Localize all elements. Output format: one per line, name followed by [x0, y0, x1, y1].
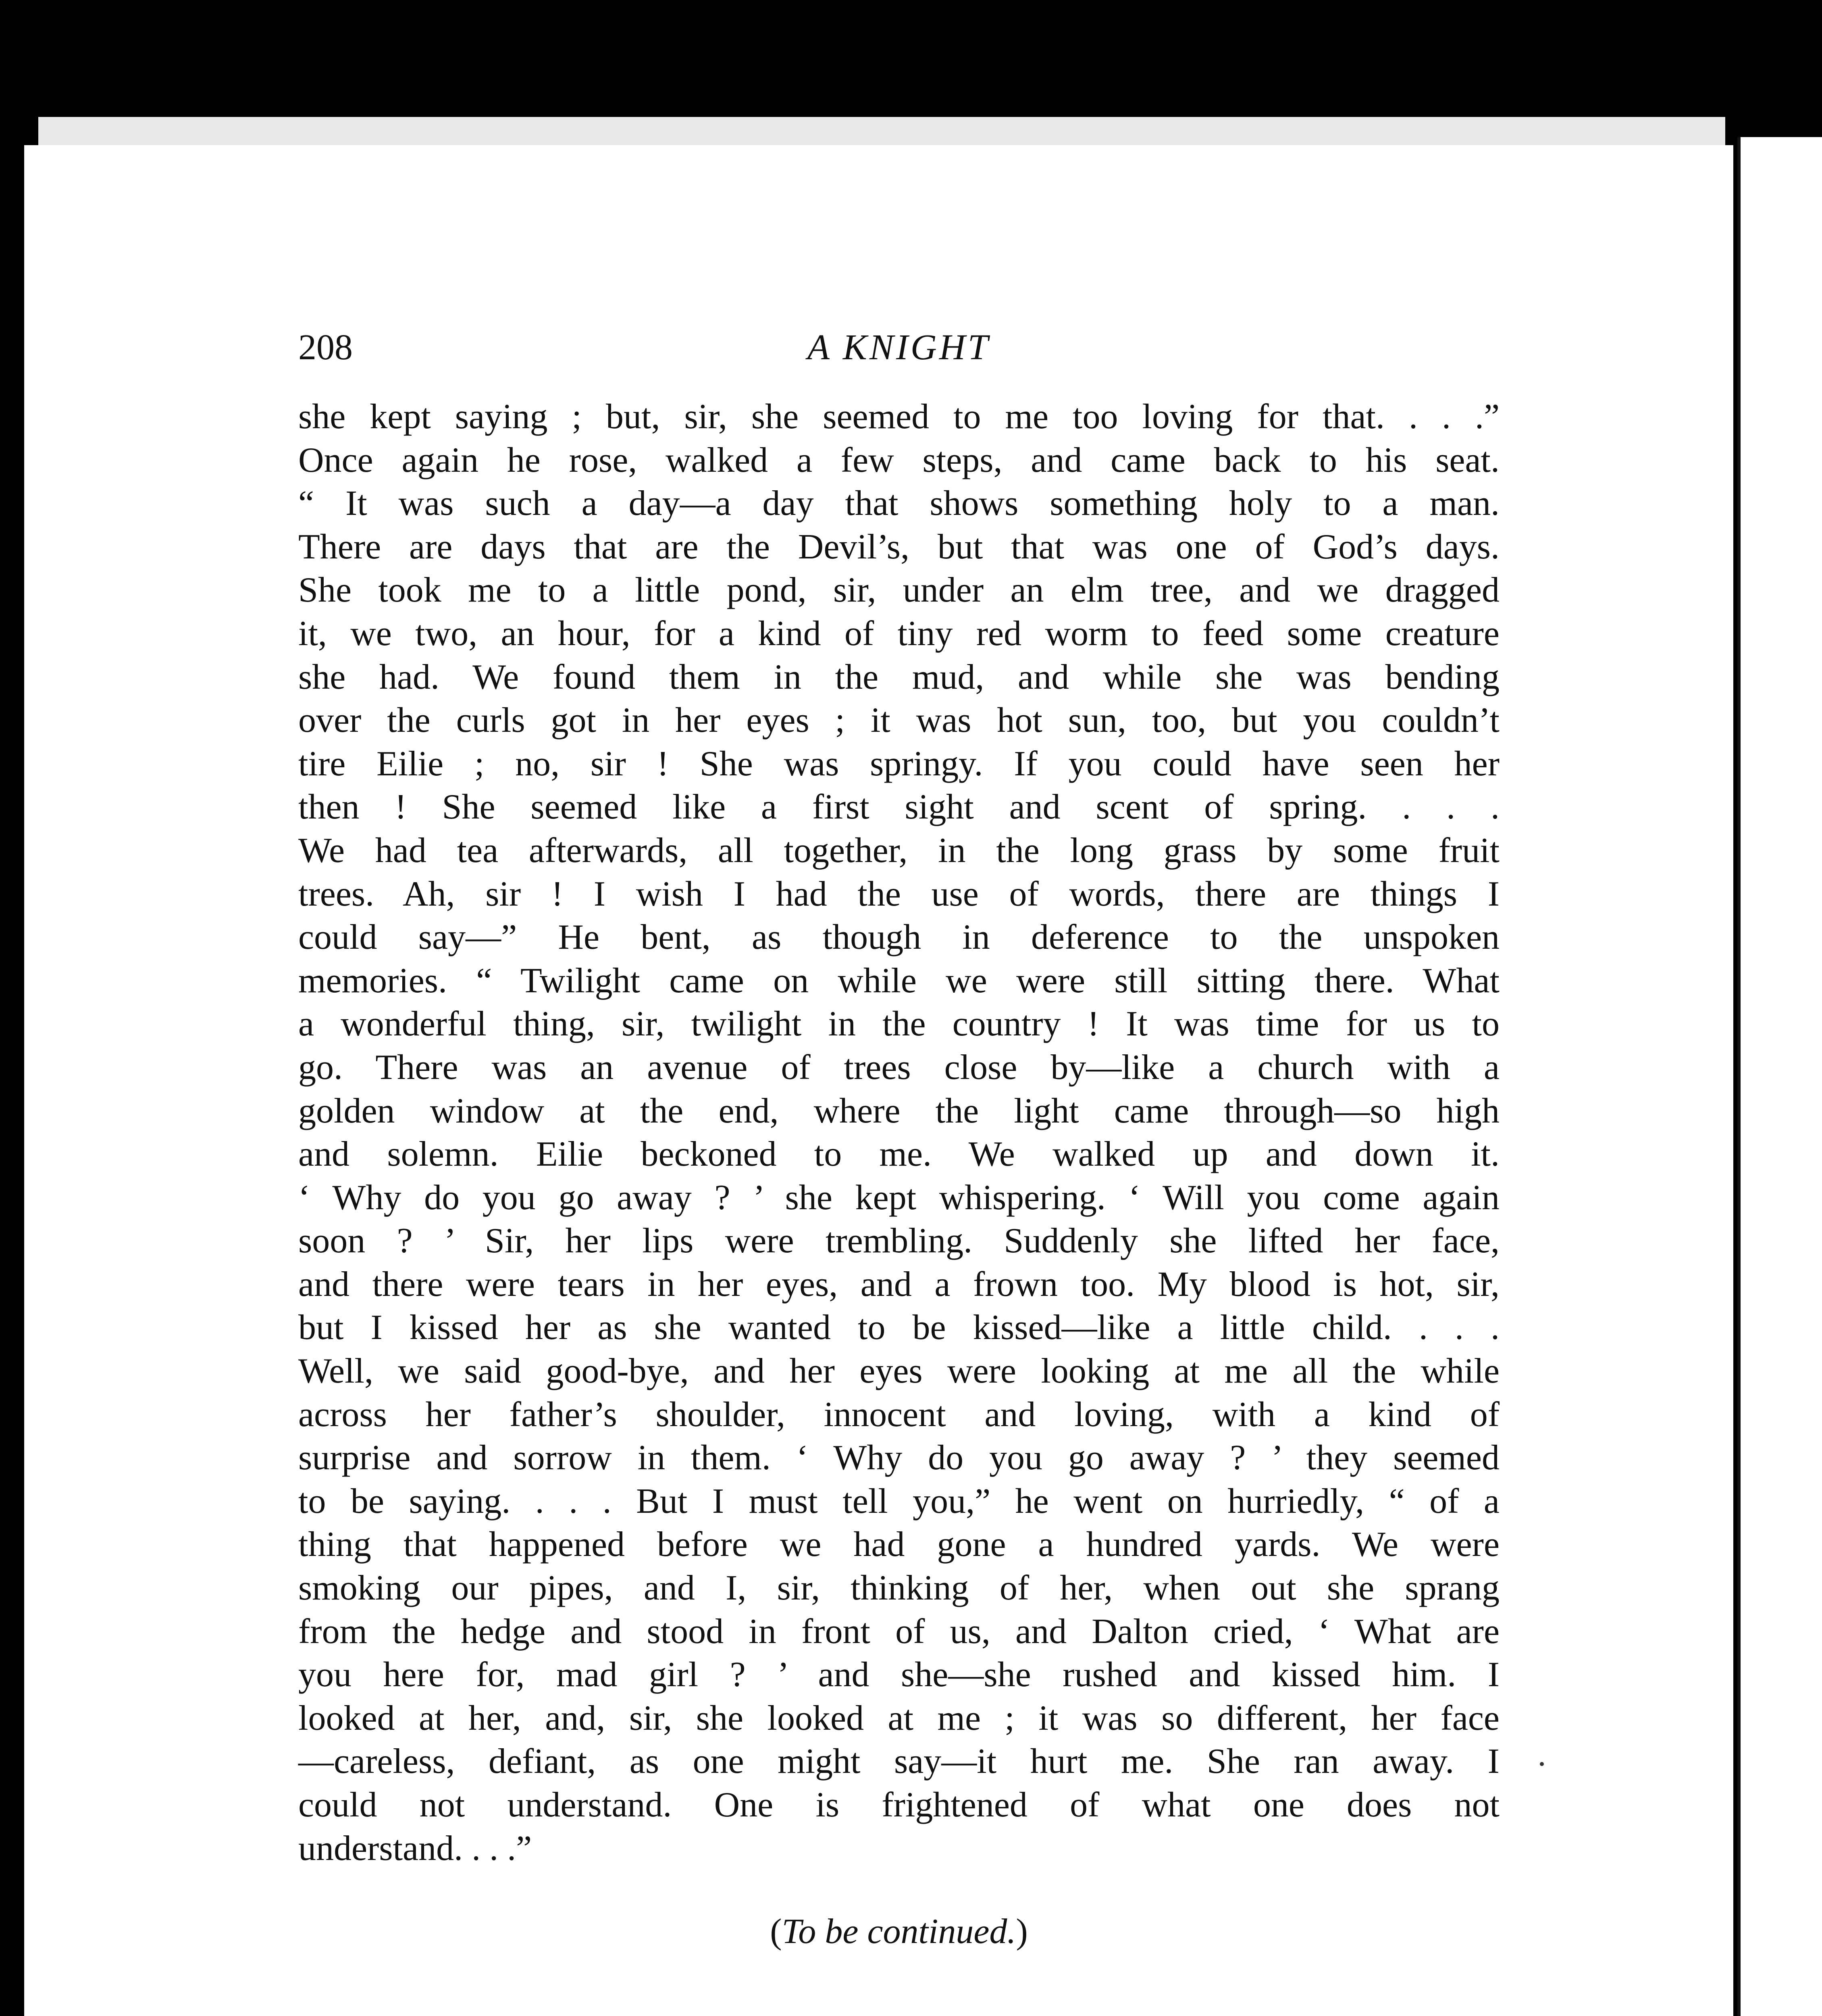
text-line: and there were tears in her eyes, and a frown too. My blood is hot, sir, [298, 1264, 1500, 1304]
text-line: Once again he rose, walked a few steps, and came back to his seat. [298, 440, 1500, 480]
paper-speck [1540, 1762, 1544, 1766]
text-line: she had. We found them in the mud, and while she was bending [298, 657, 1500, 697]
text-line: memories. “ Twilight came on while we were still sitting there. What [298, 961, 1500, 1000]
to-be-continued-label: To be continued. [782, 1912, 1016, 1951]
to-be-continued: (To be continued.) [770, 1912, 1028, 1951]
text-line: There are days that are the Devil’s, but that was one of God’s days. [298, 527, 1500, 566]
facing-page-edge [1737, 137, 1822, 2016]
text-line: understand. . . .” [298, 1829, 532, 1868]
text-line: surprise and sorrow in them. ‘ Why do you go away ? ’ they seemed [298, 1438, 1500, 1478]
text-line: it, we two, an hour, for a kind of tiny red worm to feed some creature [298, 614, 1500, 653]
text-line: from the hedge and stood in front of us, and Dalton cried, ‘ What are [298, 1612, 1500, 1651]
text-line: then ! She seemed like a first sight and scent of spring. . . . [298, 787, 1500, 827]
text-line: smoking our pipes, and I, sir, thinking of her, when out she sprang [298, 1568, 1500, 1608]
running-title: A KNIGHT [807, 327, 990, 367]
text-line: and solemn. Eilie beckoned to me. We walked up and down it. [298, 1135, 1500, 1174]
text-line: ‘ Why do you go away ? ’ she kept whispering. ‘ Will you come again [298, 1178, 1500, 1217]
text-line: thing that happened before we had gone a hundred yards. We were [298, 1525, 1500, 1564]
story-text [298, 395, 1500, 1870]
text-line: across her father’s shoulder, innocent and loving, with a kind of [298, 1395, 1500, 1434]
page-number: 208 [298, 327, 353, 367]
text-line: a wonderful thing, sir, twilight in the country ! It was time for us to [298, 1004, 1500, 1044]
text-line: but I kissed her as she wanted to be kissed—like a little child. . . . [298, 1308, 1500, 1347]
page-header [298, 327, 1500, 379]
text-line: she kept saying ; but, sir, she seemed to me too loving for that. . . .” [298, 397, 1500, 436]
text-line: soon ? ’ Sir, her lips were trembling. Suddenly she lifted her face, [298, 1221, 1500, 1261]
text-line: “ It was such a day—a day that shows something holy to a man. [298, 484, 1500, 523]
text-line: tire Eilie ; no, sir ! She was springy. If you could have seen her [298, 744, 1500, 783]
text-line: We had tea afterwards, all together, in the long grass by some fruit [298, 831, 1500, 870]
text-line: could say—” He bent, as though in deference to the unspoken [298, 918, 1500, 957]
text-line: over the curls got in her eyes ; it was hot sun, too, but you couldn’t [298, 701, 1500, 740]
text-line: could not understand. One is frightened of what one does not [298, 1785, 1500, 1824]
text-line: golden window at the end, where the light came through—so high [298, 1091, 1500, 1131]
text-line: looked at her, and, sir, she looked at me ; it was so different, her face [298, 1698, 1500, 1738]
text-line: trees. Ah, sir ! I wish I had the use of words, there are things I [298, 874, 1500, 914]
text-line: go. There was an avenue of trees close by—like a church with a [298, 1048, 1500, 1087]
text-line: —careless, defiant, as one might say—it hurt me. She ran away. I [298, 1742, 1500, 1781]
text-line: She took me to a little pond, sir, under an elm tree, and we dragged [298, 571, 1500, 610]
text-line: to be saying. . . . But I must tell you,” he went on hurriedly, “ of a [298, 1481, 1500, 1521]
text-line: Well, we said good-bye, and her eyes were looking at me all the while [298, 1352, 1500, 1391]
text-line: you here for, mad girl ? ’ and she—she rushed and kissed him. I [298, 1655, 1500, 1695]
